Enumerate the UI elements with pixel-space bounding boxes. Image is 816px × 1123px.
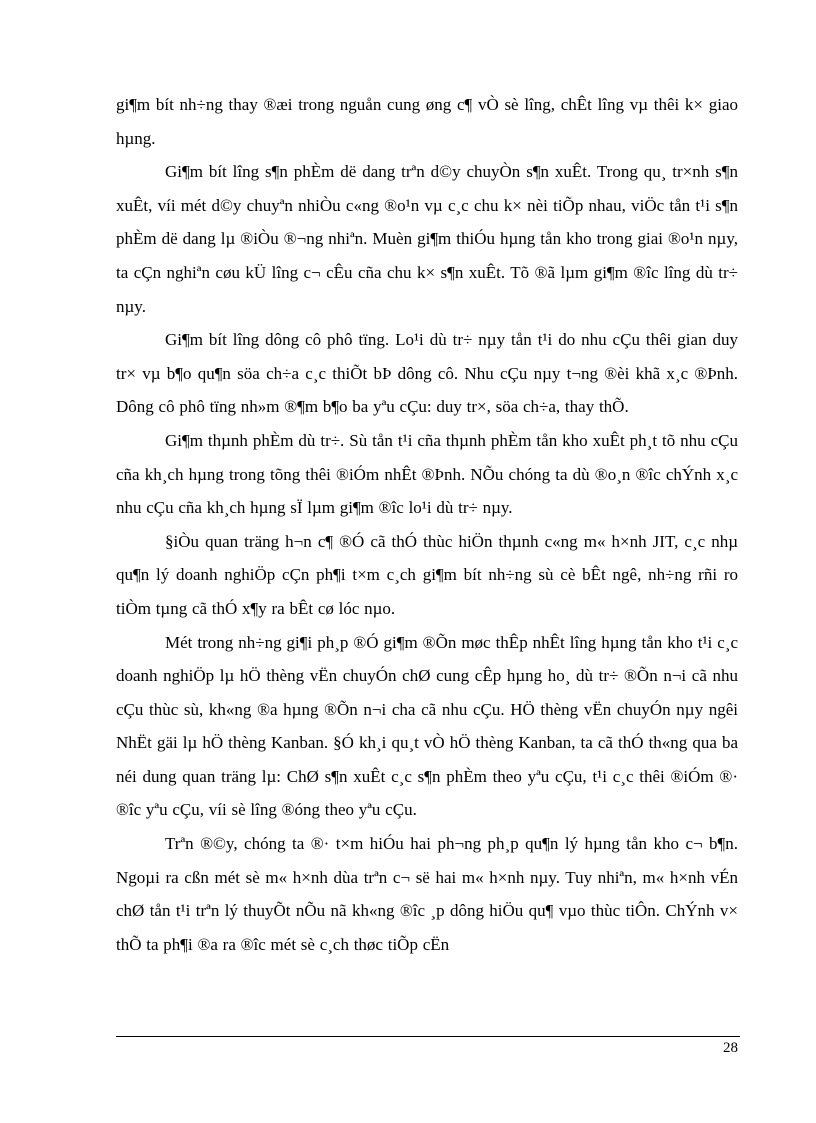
page-number: 28: [723, 1040, 738, 1056]
paragraph-2: Gi¶m bít lîng s¶n phÈm dë dang trªn d©y chuyÒn s¶n xuÊt. Trong qu¸ tr×nh s¶n xuÊt, víi mét d©y chuyªn nhiÒu c«ng ®o¹n vµ c¸c chu k× nèi tiÕp nhau, viÖc tån t¹i s¶n phÈm dë dang lµ ®iÒu ®¬ng nhiªn. Muèn gi¶m thiÓu hµng tån kho trong giai ®o¹n nµy, ta cÇn nghiªn cøu kÜ lîng c¬ cÊu cña chu k× s¶n xuÊt. Tõ ®ã lµm gi¶m ®îc lîng dù tr÷ nµy.: [116, 162, 738, 316]
paragraph-5: §iÒu quan träng h¬n c¶ ®Ó cã thÓ thùc hiÖn thµnh c«ng m« h×nh JIT, c¸c nhµ qu¶n lý doanh nghiÖp cÇn ph¶i t×m c¸ch gi¶m bít nh÷ng sù cè bÊt ngê, nh÷ng rñi ro tiÒm tµng cã thÓ x¶y ra bÊt cø lóc nµo.: [116, 531, 738, 618]
footer-rule: [116, 1036, 740, 1037]
paragraph-7: Trªn ®©y, chóng ta ®· t×m hiÓu hai ph¬ng ph¸p qu¶n lý hµng tån kho c¬ b¶n. Ngoµi ra cßn mét sè m« h×nh dùa trªn c¬ së hai m« h×nh nµy. Tuy nhiªn, m« h×nh vÉn chØ tån t¹i trªn lý thuyÕt nÕu nã kh«ng ®îc ¸p dông hiÖu qu¶ vµo thùc tiÔn. ChÝnh v× thÕ ta ph¶i ®a ra ®îc mét sè c¸ch thøc tiÕp cËn: [116, 834, 738, 954]
body-text: [116, 88, 738, 961]
paragraph-1: gi¶m bít nh÷ng thay ®æi trong nguån cung øng c¶ vÒ sè lîng, chÊt lîng vµ thêi k× giao hµng.: [116, 95, 738, 148]
paragraph-6: Mét trong nh÷ng gi¶i ph¸p ®Ó gi¶m ®Õn møc thÊp nhÊt lîng hµng tån kho t¹i c¸c doanh nghiÖp lµ hÖ thèng vËn chuyÓn chØ cung cÊp hµng ho¸ dù tr÷ ®Õn n¬i cã nhu cÇu thùc sù, kh«ng ®a hµng ®Õn n¬i cha cã nhu cÇu. HÖ thèng vËn chuyÓn nµy ngêi NhËt gäi lµ hÖ thèng Kanban. §Ó kh¸i qu¸t vÒ hÖ thèng Kanban, ta cã thÓ th«ng qua ba néi dung quan träng lµ: ChØ s¶n xuÊt c¸c s¶n phÈm theo yªu cÇu, t¹i c¸c thêi ®iÓm ®· ®îc yªu cÇu, víi sè lîng ®óng theo yªu cÇu.: [116, 632, 738, 820]
paragraph-3: Gi¶m bít lîng dông cô phô tïng. Lo¹i dù tr÷ nµy tån t¹i do nhu cÇu thêi gian duy tr× vµ b¶o qu¶n söa ch÷a c¸c thiÕt bÞ dông cô. Nhu cÇu nµy t¬ng ®èi khã x¸c ®Þnh. Dông cô phô tïng nh»m ®¶m b¶o ba yªu cÇu: duy tr×, söa ch÷a, thay thÕ.: [116, 330, 738, 417]
paragraph-4: Gi¶m thµnh phÈm dù tr÷. Sù tån t¹i cña thµnh phÈm tån kho xuÊt ph¸t tõ nhu cÇu cña kh¸ch hµng trong tõng thêi ®iÓm nhÊt ®Þnh. NÕu chóng ta dù ®o¸n ®îc chÝnh x¸c nhu cÇu cña kh¸ch hµng sÏ lµm gi¶m ®îc lo¹i dù tr÷ nµy.: [116, 430, 738, 518]
